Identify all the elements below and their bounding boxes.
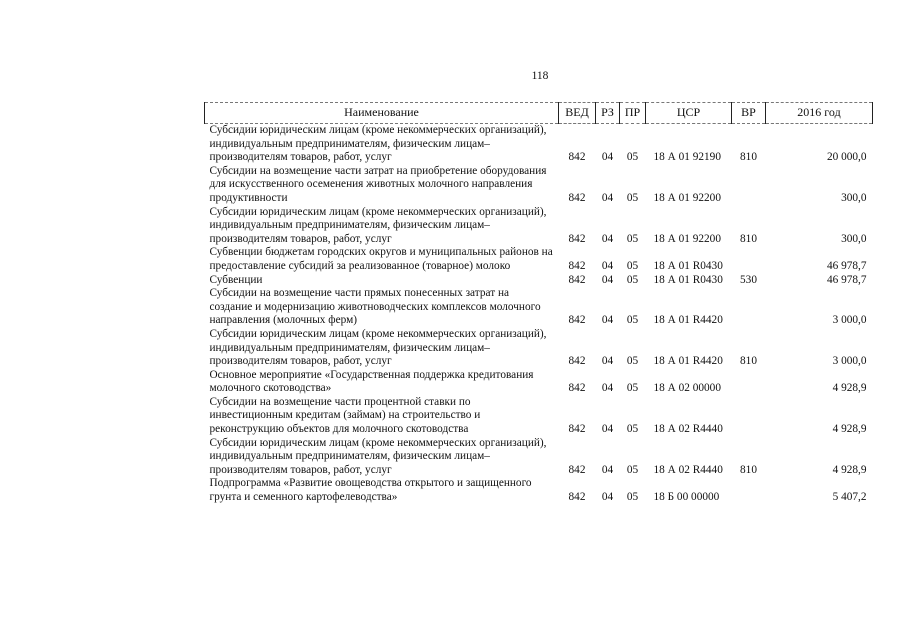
row-name: Субвенции бюджетам городских округов и муниципальных районов на предоставление субсидий за реализованное (товарное) молоко: [209, 246, 553, 272]
row-amount: 46 978,7: [826, 273, 867, 286]
row-vr: 810: [740, 463, 757, 476]
row-pr: 05: [626, 273, 639, 286]
row-vr: 530: [740, 273, 757, 286]
table-row: [205, 437, 873, 478]
row-pr: 05: [626, 314, 639, 327]
row-ved: 842: [568, 491, 586, 504]
row-ved: 842: [568, 463, 586, 476]
row-name: Субсидии юридическим лицам (кроме некоммерческих организаций), индивидуальным предпринимателям, физическим лицам–производителям товаров, работ, услуг: [209, 205, 547, 245]
row-amount: 3 000,0: [832, 314, 867, 327]
row-csr: 18 А 01 R0430: [653, 273, 723, 286]
row-csr: 18 А 01 92190: [653, 151, 721, 164]
budget-table: [204, 102, 873, 505]
row-vr: 810: [740, 151, 757, 164]
row-amount: 20 000,0: [826, 151, 867, 164]
row-csr: 18 А 01 R0430: [653, 259, 723, 272]
row-name: Субсидии юридическим лицам (кроме некоммерческих организаций), индивидуальным предпринимателям, физическим лицам–производителям товаров, работ, услуг: [209, 124, 547, 164]
row-csr: 18 А 02 R4440: [653, 423, 723, 436]
row-amount: 5 407,2: [832, 491, 867, 504]
table-row: [205, 477, 873, 504]
row-ved: 842: [568, 191, 586, 204]
header-ved: ВЕД: [559, 103, 596, 124]
row-ved: 842: [568, 355, 586, 368]
row-name: Субсидии на возмещение части процентной ставки по инвестиционным кредитам (займам) на строительство и реконструкцию объектов для молочного скотоводства: [209, 395, 481, 436]
table-row: [205, 328, 873, 369]
row-vr: [732, 165, 766, 206]
table-body: [205, 124, 873, 505]
row-rz: 04: [601, 232, 614, 245]
row-name: Субсидии на возмещение части прямых понесенных затрат на создание и модернизацию животноводческих комплексов молочного направления (молочных ферм): [209, 287, 541, 327]
row-ved: 842: [568, 314, 586, 327]
row-rz: 04: [601, 273, 614, 286]
table-row: [205, 246, 873, 273]
row-ved: 842: [568, 151, 586, 164]
header-vr: ВР: [732, 103, 766, 124]
header-name: Наименование: [205, 103, 559, 124]
row-csr: 18 А 01 92200: [653, 191, 721, 204]
row-csr: 18 А 01 R4420: [653, 355, 723, 368]
header-pr: ПР: [620, 103, 646, 124]
table-row: [205, 165, 873, 206]
table-row: [205, 287, 873, 328]
row-amount: 4 928,9: [832, 423, 867, 436]
row-ved: 842: [568, 259, 586, 272]
row-vr: [732, 396, 766, 437]
row-pr: 05: [626, 151, 639, 164]
row-rz: 04: [601, 191, 614, 204]
row-vr: [732, 246, 766, 273]
row-amount: 4 928,9: [832, 463, 867, 476]
row-rz: 04: [601, 463, 614, 476]
row-pr: 05: [626, 232, 639, 245]
page-number: 118: [531, 70, 549, 82]
table-header-row: [205, 103, 873, 124]
header-csr: ЦСР: [646, 103, 732, 124]
header-rz: РЗ: [596, 103, 620, 124]
table-row: [205, 274, 873, 288]
row-name: Субвенции: [209, 273, 263, 286]
row-amount: 4 928,9: [832, 382, 867, 395]
row-vr: 810: [740, 232, 757, 245]
row-vr: [732, 477, 766, 504]
row-vr: [732, 369, 766, 396]
row-vr: [732, 287, 766, 328]
row-csr: 18 А 02 R4440: [653, 463, 723, 476]
row-rz: 04: [601, 259, 614, 272]
table-row: [205, 369, 873, 396]
row-name: Основное мероприятие «Государственная поддержка кредитования молочного скотоводства»: [209, 368, 534, 395]
row-rz: 04: [601, 151, 614, 164]
row-amount: 46 978,7: [826, 259, 867, 272]
row-pr: 05: [626, 463, 639, 476]
row-pr: 05: [626, 382, 639, 395]
row-name: Подпрограмма «Развитие овощеводства открытого и защищенного грунта и семенного картофелеводства»: [209, 477, 532, 504]
row-amount: 300,0: [841, 191, 867, 204]
table-row: [205, 206, 873, 247]
row-ved: 842: [568, 423, 586, 436]
row-name: Субсидии на возмещение части затрат на приобретение оборудования для искусственного осеменения животных молочного направления продуктивности: [209, 164, 547, 204]
row-vr: 810: [740, 355, 757, 368]
table-row: [205, 124, 873, 165]
row-pr: 05: [626, 191, 639, 204]
row-rz: 04: [601, 314, 614, 327]
row-rz: 04: [601, 491, 614, 504]
row-ved: 842: [568, 273, 586, 286]
row-csr: 18 Б 00 00000: [653, 491, 720, 504]
row-pr: 05: [626, 491, 639, 504]
row-rz: 04: [601, 423, 614, 436]
row-csr: 18 А 01 R4420: [653, 314, 723, 327]
row-pr: 05: [626, 423, 639, 436]
row-ved: 842: [568, 382, 586, 395]
row-csr: 18 А 01 92200: [653, 232, 721, 245]
header-amount: 2016 год: [766, 103, 873, 124]
row-amount: 300,0: [841, 232, 867, 245]
row-rz: 04: [601, 355, 614, 368]
row-name: Субсидии юридическим лицам (кроме некоммерческих организаций), индивидуальным предпринимателям, физическим лицам–производителям товаров, работ, услуг: [209, 436, 547, 476]
row-csr: 18 А 02 00000: [653, 382, 721, 395]
row-pr: 05: [626, 355, 639, 368]
table-row: [205, 396, 873, 437]
row-rz: 04: [601, 382, 614, 395]
row-name: Субсидии юридическим лицам (кроме некоммерческих организаций), индивидуальным предпринимателям, физическим лицам–производителям товаров, работ, услуг: [209, 327, 547, 368]
row-pr: 05: [626, 259, 639, 272]
row-ved: 842: [568, 232, 586, 245]
row-amount: 3 000,0: [832, 355, 867, 368]
